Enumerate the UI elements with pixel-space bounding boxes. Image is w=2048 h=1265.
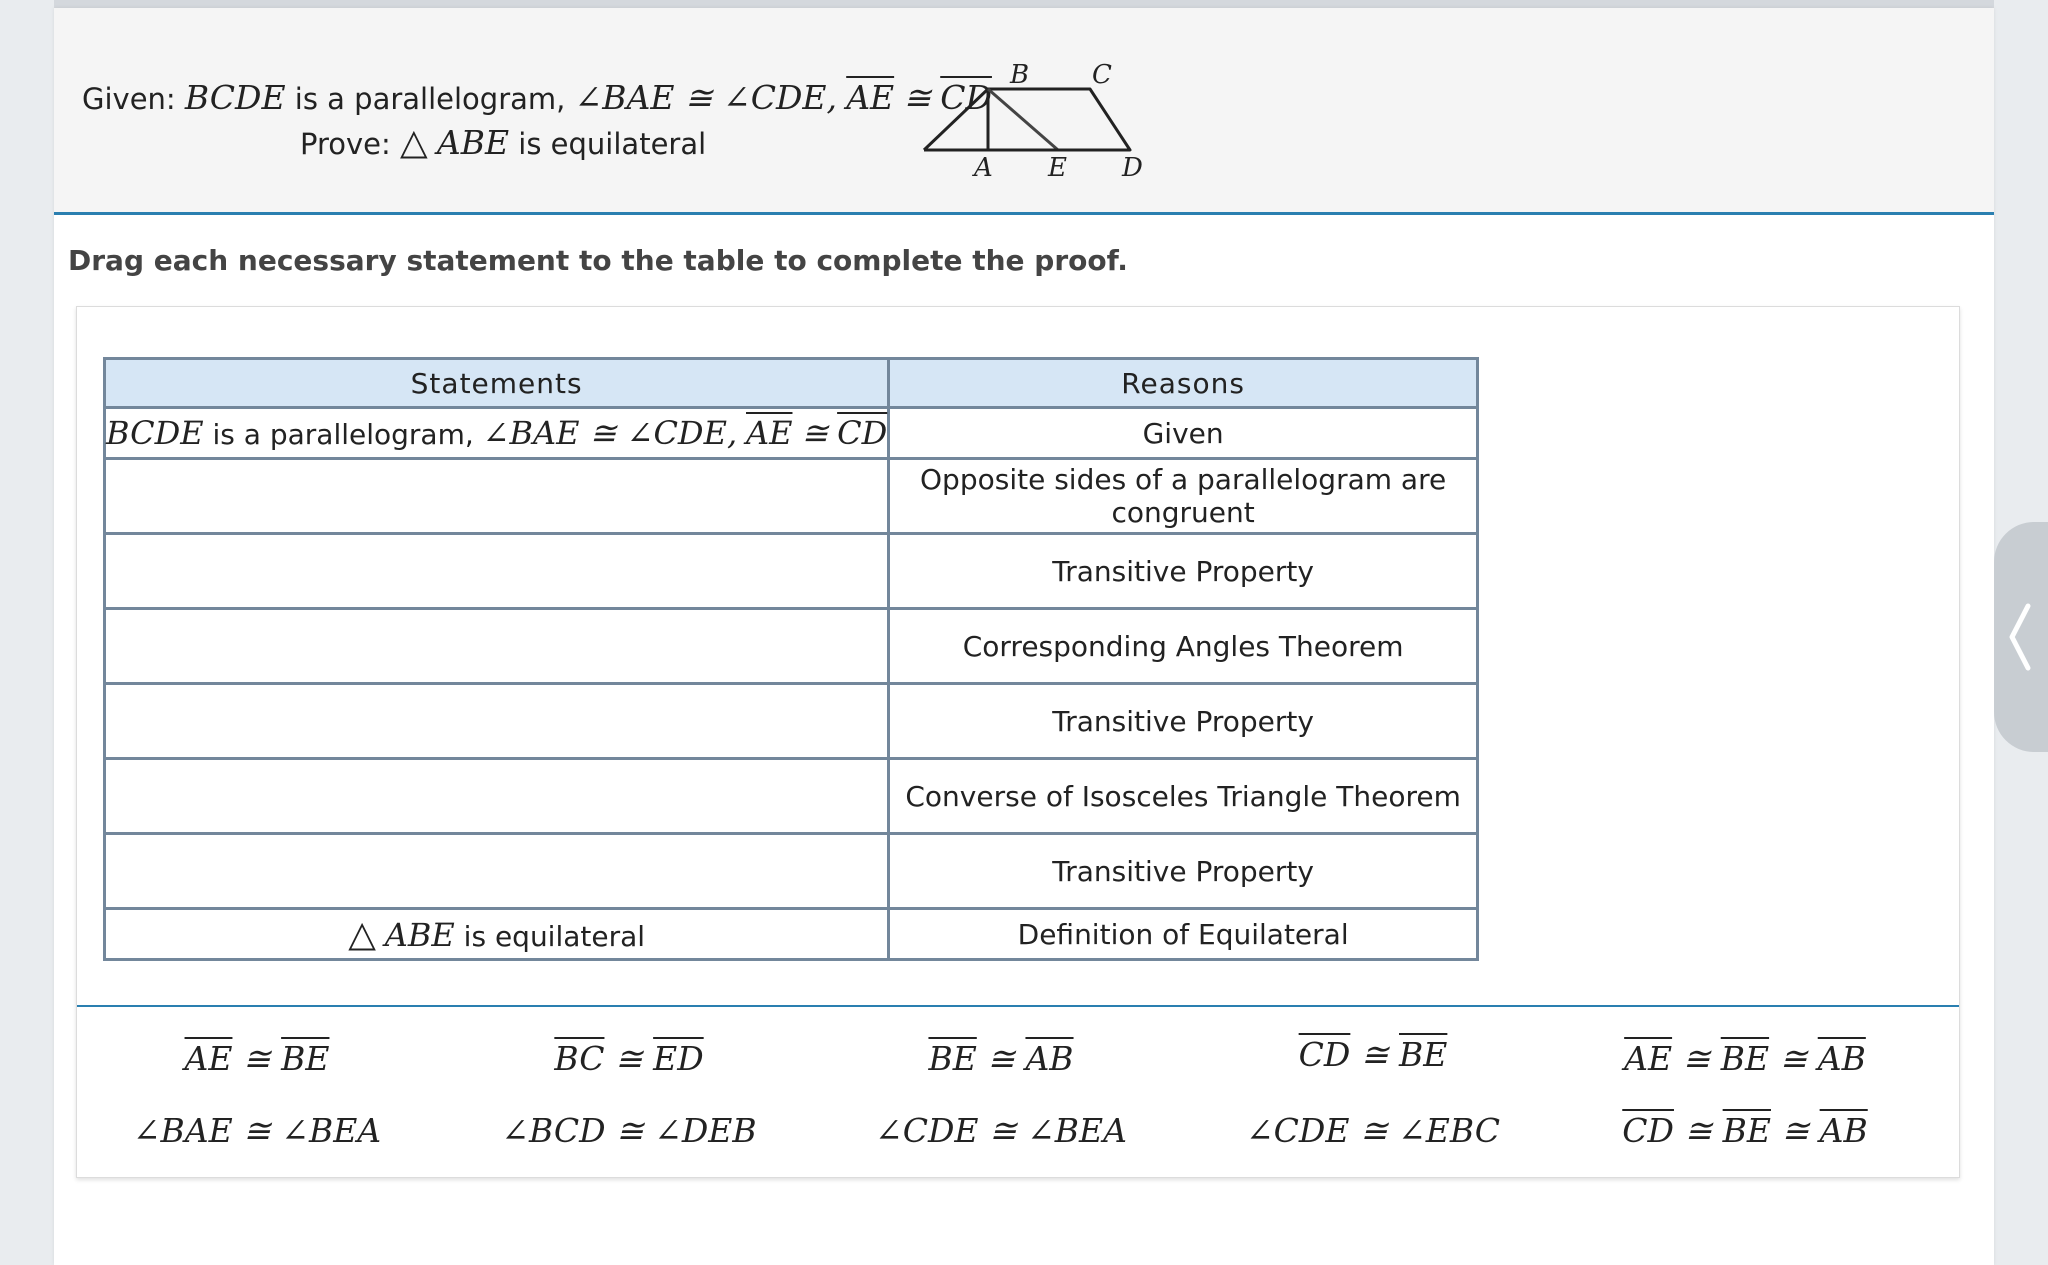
tile-ae-be-ab[interactable]: $\overline{AE}$ ≅ $\overline{BE}$ ≅ $\overline{AB}$: [1624, 1039, 1866, 1078]
label-c: C: [1092, 60, 1112, 90]
label-b: B: [1010, 60, 1030, 90]
side-panel-toggle[interactable]: [1994, 522, 2048, 752]
table-header-row: [105, 359, 1478, 408]
reason-cell: Transitive Property: [889, 834, 1478, 909]
table-row: [105, 408, 1478, 459]
reason-cell: Opposite sides of a parallelogram are congruent: [889, 459, 1478, 534]
tile-be-ab[interactable]: $\overline{BE}$ ≅ $\overline{AB}$: [928, 1039, 1074, 1078]
statement-drop-zone-3[interactable]: [105, 534, 889, 609]
triangle-icon: △: [348, 913, 376, 955]
tile-cd-be-ab[interactable]: $\overline{CD}$ ≅ $\overline{BE}$ ≅ $\overline{AB}$: [1622, 1111, 1868, 1150]
tile-ae-be[interactable]: $\overline{AE}$ ≅ $\overline{BE}$: [184, 1039, 330, 1078]
table-row: [105, 609, 1478, 684]
statement-drop-zone-6[interactable]: [105, 759, 889, 834]
chevron-left-icon: [2004, 602, 2034, 672]
given-statement: Given: BCDE is a parallelogram, ∠BAE ≅ ∠CDE, $\overline{AE}$ ≅ $\overline{CD}$: [82, 78, 992, 117]
prove-statement: Prove: △ ABE is equilateral: [300, 122, 707, 163]
reason-cell: Transitive Property: [889, 684, 1478, 759]
statement-cell-given: BCDE is a parallelogram, ∠BAE ≅ ∠CDE, $\overline{AE}$ ≅ $\overline{CD}$: [105, 408, 889, 459]
table-row: [105, 459, 1478, 534]
instruction-text: Drag each necessary statement to the table to complete the proof.: [68, 244, 1128, 277]
reason-cell: Converse of Isosceles Triangle Theorem: [889, 759, 1478, 834]
statement-drop-zone-2[interactable]: [105, 459, 889, 534]
tile-angle-cde-bea[interactable]: ∠CDE ≅ ∠BEA: [875, 1111, 1127, 1150]
table-row: [105, 909, 1478, 960]
reasons-header: Reasons: [889, 359, 1478, 408]
label-e: E: [1048, 153, 1067, 183]
problem-header: [54, 8, 1994, 215]
tile-bc-ed[interactable]: $\overline{BC}$ ≅ $\overline{ED}$: [554, 1039, 704, 1078]
proof-table: [103, 357, 1479, 961]
statement-cell-conclusion: △ ABE is equilateral: [105, 909, 889, 960]
tile-cd-be[interactable]: $\overline{CD}$ ≅ $\overline{BE}$: [1298, 1035, 1448, 1074]
tile-angle-bcd-deb[interactable]: ∠BCD ≅ ∠DEB: [501, 1111, 757, 1150]
triangle-icon: △: [400, 122, 428, 163]
label-d: D: [1122, 153, 1143, 183]
parallelogram-figure: [912, 48, 1152, 188]
reason-cell: Transitive Property: [889, 534, 1478, 609]
table-row: [105, 534, 1478, 609]
table-row: [105, 759, 1478, 834]
tile-angle-cde-ebc[interactable]: ∠CDE ≅ ∠EBC: [1246, 1111, 1500, 1150]
table-row: [105, 684, 1478, 759]
proof-panel: [76, 306, 1960, 1178]
statement-drop-zone-5[interactable]: [105, 684, 889, 759]
reason-cell: Corresponding Angles Theorem: [889, 609, 1478, 684]
tile-bank-divider: [77, 1005, 1959, 1007]
tile-angle-bae-bea[interactable]: ∠BAE ≅ ∠BEA: [132, 1111, 382, 1150]
label-a: A: [974, 153, 993, 183]
statement-drop-zone-4[interactable]: [105, 609, 889, 684]
reason-cell: Given: [889, 408, 1478, 459]
proof-page: [54, 8, 1994, 1265]
statement-drop-zone-7[interactable]: [105, 834, 889, 909]
reason-cell: Definition of Equilateral: [889, 909, 1478, 960]
statements-header: Statements: [105, 359, 889, 408]
table-row: [105, 834, 1478, 909]
